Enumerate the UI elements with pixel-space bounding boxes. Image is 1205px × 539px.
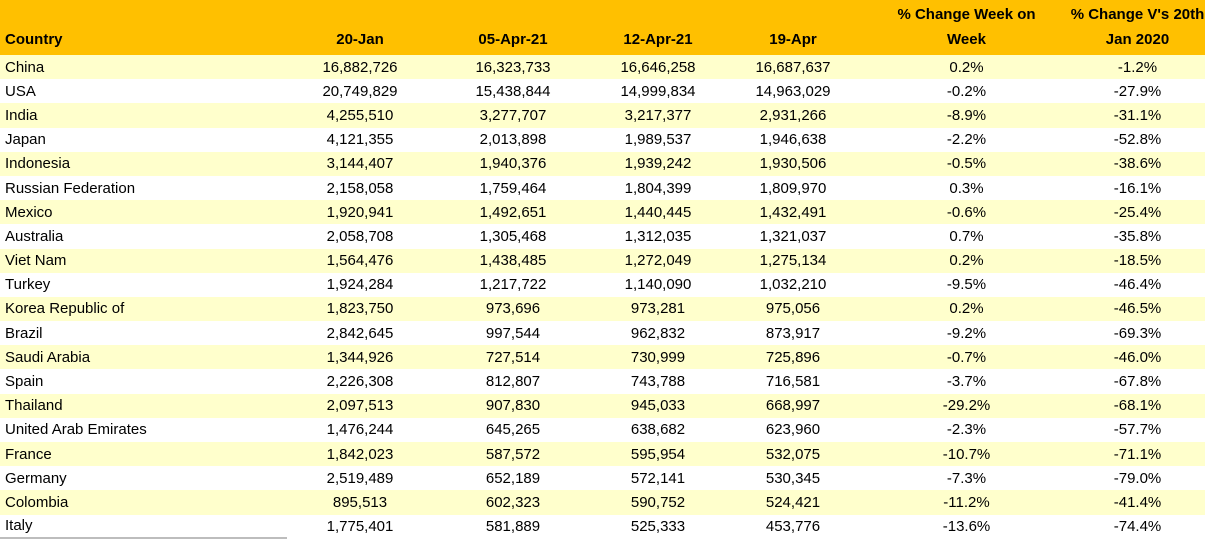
value-cell[interactable]: 997,544 (485, 324, 541, 342)
percent-cell[interactable]: -1.2% (1117, 58, 1158, 76)
percent-cell[interactable]: -57.7% (1113, 421, 1162, 439)
table-row (0, 490, 1205, 514)
table-row (0, 273, 1205, 297)
value-cell[interactable]: 2,013,898 (479, 131, 547, 149)
percent-cell[interactable]: -11.2% (943, 493, 990, 511)
value-cell[interactable]: 1,476,244 (326, 421, 394, 439)
country-cell[interactable]: Indonesia (5, 155, 71, 173)
table-row (0, 321, 1205, 345)
percent-cell[interactable]: -3.7% (946, 373, 987, 391)
header-pct-change-vs-20th-jan-2020[interactable] (1070, 0, 1205, 55)
country-cell[interactable]: Spain (5, 373, 44, 391)
country-cell[interactable]: Turkey (5, 276, 51, 294)
value-cell[interactable]: 1,989,537 (624, 131, 692, 149)
percent-cell[interactable]: -69.3% (1113, 324, 1162, 342)
table-header-row (0, 0, 1205, 55)
value-cell[interactable]: 1,823,750 (326, 300, 394, 318)
country-cell[interactable]: Viet Nam (5, 252, 67, 270)
percent-cell[interactable]: -74.4% (1113, 518, 1162, 536)
value-cell[interactable]: 581,889 (485, 518, 541, 536)
value-cell[interactable]: 1,809,970 (759, 179, 827, 197)
country-cell[interactable]: Italy (0, 515, 287, 539)
header-20-jan[interactable] (287, 0, 433, 55)
header-pct-change-week-on-week-line2: Week (947, 31, 986, 48)
value-cell[interactable]: 1,940,376 (479, 155, 547, 173)
country-cell[interactable]: United Arab Emirates (5, 421, 147, 439)
header-05-apr-21[interactable] (433, 0, 593, 55)
table-row (0, 224, 1205, 248)
percent-cell[interactable]: -0.2% (946, 82, 987, 100)
table-row (0, 249, 1205, 273)
percent-cell[interactable]: -10.7% (942, 445, 991, 463)
header-20-jan-label: 20-Jan (336, 31, 384, 48)
percent-cell[interactable]: -9.2% (946, 324, 987, 342)
value-cell[interactable]: 1,217,722 (479, 276, 547, 294)
value-cell[interactable]: 1,275,134 (759, 252, 827, 270)
value-cell[interactable]: 623,960 (765, 421, 821, 439)
value-cell[interactable]: 638,682 (630, 421, 686, 439)
percent-cell[interactable]: -0.5% (946, 155, 987, 173)
value-cell[interactable]: 1,344,926 (326, 348, 394, 366)
value-cell[interactable]: 16,323,733 (475, 58, 551, 76)
percent-cell[interactable]: -25.4% (1113, 203, 1162, 221)
percent-cell[interactable]: -31.1% (1113, 106, 1162, 124)
value-cell[interactable]: 716,581 (765, 373, 821, 391)
value-cell[interactable]: 975,056 (765, 300, 821, 318)
percent-cell[interactable]: -35.8% (1113, 227, 1162, 245)
country-cell[interactable]: Japan (5, 131, 46, 149)
percent-cell[interactable]: 0.2% (949, 252, 984, 270)
value-cell[interactable]: 2,842,645 (326, 324, 394, 342)
value-cell[interactable]: 2,931,266 (759, 106, 827, 124)
value-cell[interactable]: 727,514 (485, 348, 541, 366)
value-cell[interactable]: 973,281 (630, 300, 686, 318)
header-12-apr-21[interactable] (593, 0, 723, 55)
value-cell[interactable]: 3,144,407 (326, 155, 394, 173)
value-cell[interactable]: 532,075 (765, 445, 821, 463)
percent-cell[interactable]: 0.2% (949, 58, 984, 76)
value-cell[interactable]: 14,963,029 (755, 82, 831, 100)
percent-cell[interactable]: -79.0% (1113, 469, 1162, 487)
value-cell[interactable]: 1,920,941 (326, 203, 394, 221)
header-12-apr-21-label: 12-Apr-21 (623, 31, 693, 48)
percent-cell[interactable]: -46.5% (1113, 300, 1162, 318)
percent-cell[interactable]: -7.3% (946, 469, 987, 487)
value-cell[interactable]: 4,255,510 (326, 106, 394, 124)
value-cell[interactable]: 16,687,637 (755, 58, 831, 76)
table-row (0, 369, 1205, 393)
value-cell[interactable]: 1,939,242 (624, 155, 692, 173)
table-row (0, 79, 1205, 103)
value-cell[interactable]: 16,882,726 (322, 58, 398, 76)
value-cell[interactable]: 1,759,464 (479, 179, 547, 197)
value-cell[interactable]: 1,492,651 (479, 203, 547, 221)
value-cell[interactable]: 590,752 (630, 493, 686, 511)
table-row (0, 394, 1205, 418)
table-row (0, 466, 1205, 490)
country-cell[interactable]: France (5, 445, 52, 463)
value-cell[interactable]: 895,513 (332, 493, 388, 511)
table-row (0, 103, 1205, 127)
value-cell[interactable]: 1,804,399 (624, 179, 692, 197)
value-cell[interactable]: 572,141 (630, 469, 686, 487)
percent-cell[interactable]: -0.6% (946, 203, 987, 221)
header-pct-change-week-on-week[interactable] (863, 0, 1070, 55)
table-row (0, 128, 1205, 152)
percent-cell[interactable]: -52.8% (1113, 131, 1162, 149)
value-cell[interactable]: 1,842,023 (326, 445, 394, 463)
value-cell[interactable]: 587,572 (485, 445, 541, 463)
value-cell[interactable]: 907,830 (485, 397, 541, 415)
country-cell[interactable]: Brazil (5, 324, 43, 342)
value-cell[interactable]: 1,140,090 (624, 276, 692, 294)
value-cell[interactable]: 1,272,049 (624, 252, 692, 270)
table-row (0, 176, 1205, 200)
value-cell[interactable]: 2,519,489 (326, 469, 394, 487)
header-05-apr-21-label: 05-Apr-21 (478, 31, 548, 48)
value-cell[interactable]: 725,896 (765, 348, 821, 366)
percent-cell[interactable]: -41.4% (1113, 493, 1162, 511)
value-cell[interactable]: 3,217,377 (624, 106, 692, 124)
header-pct-change-vs-20th-jan-2020-line1: % Change V's 20th (1070, 6, 1205, 23)
country-cell[interactable]: Korea Republic of (5, 300, 125, 318)
value-cell[interactable]: 20,749,829 (322, 82, 398, 100)
value-cell[interactable]: 3,277,707 (479, 106, 547, 124)
value-cell[interactable]: 4,121,355 (326, 131, 394, 149)
value-cell[interactable]: 602,323 (485, 493, 541, 511)
value-cell[interactable]: 2,158,058 (326, 179, 394, 197)
percent-cell[interactable]: -13.6% (942, 518, 991, 536)
table-row (0, 200, 1205, 224)
percent-cell[interactable]: 0.3% (949, 179, 984, 197)
value-cell[interactable]: 1,946,638 (759, 131, 827, 149)
value-cell[interactable]: 1,321,037 (759, 227, 827, 245)
table-row (0, 152, 1205, 176)
percent-cell[interactable]: -46.4% (1113, 276, 1162, 294)
percent-cell[interactable]: -38.6% (1113, 155, 1162, 173)
country-cell[interactable]: India (5, 106, 38, 124)
value-cell[interactable]: 1,930,506 (759, 155, 827, 173)
country-cell[interactable]: Australia (5, 227, 64, 245)
header-country[interactable] (0, 0, 287, 55)
value-cell[interactable]: 645,265 (485, 421, 541, 439)
header-pct-change-vs-20th-jan-2020-line2: Jan 2020 (1105, 31, 1170, 48)
percent-cell[interactable]: -46.0% (1113, 348, 1162, 366)
value-cell[interactable]: 652,189 (485, 469, 541, 487)
country-cell[interactable]: Colombia (5, 493, 69, 511)
value-cell[interactable]: 812,807 (485, 373, 541, 391)
country-cell[interactable]: USA (5, 82, 36, 100)
percent-cell[interactable]: -18.5% (1113, 252, 1162, 270)
value-cell[interactable]: 453,776 (765, 518, 821, 536)
value-cell[interactable]: 525,333 (630, 518, 686, 536)
value-cell[interactable]: 1,924,284 (326, 276, 394, 294)
percent-cell[interactable]: -0.7% (946, 348, 987, 366)
value-cell[interactable]: 945,033 (630, 397, 686, 415)
value-cell[interactable]: 1,775,401 (326, 518, 394, 536)
country-cell[interactable]: China (5, 58, 45, 76)
value-cell[interactable]: 973,696 (485, 300, 541, 318)
value-cell[interactable]: 743,788 (630, 373, 686, 391)
percent-cell[interactable]: -16.1% (1113, 179, 1162, 197)
value-cell[interactable]: 1,564,476 (326, 252, 394, 270)
value-cell[interactable]: 2,097,513 (326, 397, 394, 415)
table-row (0, 297, 1205, 321)
percent-cell[interactable]: -8.9% (946, 106, 987, 124)
table-row (0, 515, 1205, 539)
value-cell[interactable]: 1,032,210 (759, 276, 827, 294)
value-cell[interactable]: 2,058,708 (326, 227, 394, 245)
value-cell[interactable]: 595,954 (630, 445, 686, 463)
percent-cell[interactable]: -68.1% (1113, 397, 1162, 415)
table-row (0, 345, 1205, 369)
table-row (0, 442, 1205, 466)
header-pct-change-week-on-week-line1: % Change Week on (897, 6, 1036, 23)
country-cell[interactable]: Mexico (5, 203, 53, 221)
percent-cell[interactable]: -71.1% (1113, 445, 1162, 463)
header-country-label: Country (5, 31, 63, 48)
value-cell[interactable]: 1,305,468 (479, 227, 547, 245)
table-row (0, 55, 1205, 79)
country-cell[interactable]: Saudi Arabia (5, 348, 91, 366)
table-row (0, 418, 1205, 442)
value-cell[interactable]: 1,440,445 (624, 203, 692, 221)
percent-cell[interactable]: -2.3% (946, 421, 987, 439)
value-cell[interactable]: 1,432,491 (759, 203, 827, 221)
country-cell[interactable]: Germany (5, 469, 67, 487)
percent-cell[interactable]: 0.7% (949, 227, 984, 245)
country-cell[interactable]: Thailand (5, 397, 63, 415)
percent-cell[interactable]: -27.9% (1113, 82, 1162, 100)
value-cell[interactable]: 873,917 (765, 324, 821, 342)
value-cell[interactable]: 2,226,308 (326, 373, 394, 391)
value-cell[interactable]: 15,438,844 (475, 82, 551, 100)
value-cell[interactable]: 1,438,485 (479, 252, 547, 270)
header-19-apr[interactable] (723, 0, 863, 55)
header-19-apr-label: 19-Apr (769, 31, 817, 48)
percent-cell[interactable]: -29.2% (942, 397, 991, 415)
value-cell[interactable]: 1,312,035 (624, 227, 692, 245)
value-cell[interactable]: 524,421 (765, 493, 821, 511)
percent-cell[interactable]: 0.2% (949, 300, 984, 318)
percent-cell[interactable]: -9.5% (946, 276, 987, 294)
table-body (0, 55, 1205, 539)
value-cell[interactable]: 668,997 (765, 397, 821, 415)
value-cell[interactable]: 730,999 (630, 348, 686, 366)
value-cell[interactable]: 530,345 (765, 469, 821, 487)
value-cell[interactable]: 962,832 (630, 324, 686, 342)
value-cell[interactable]: 16,646,258 (620, 58, 696, 76)
percent-cell[interactable]: -2.2% (946, 131, 987, 149)
country-cell[interactable]: Russian Federation (5, 179, 136, 197)
value-cell[interactable]: 14,999,834 (620, 82, 696, 100)
percent-cell[interactable]: -67.8% (1113, 373, 1162, 391)
